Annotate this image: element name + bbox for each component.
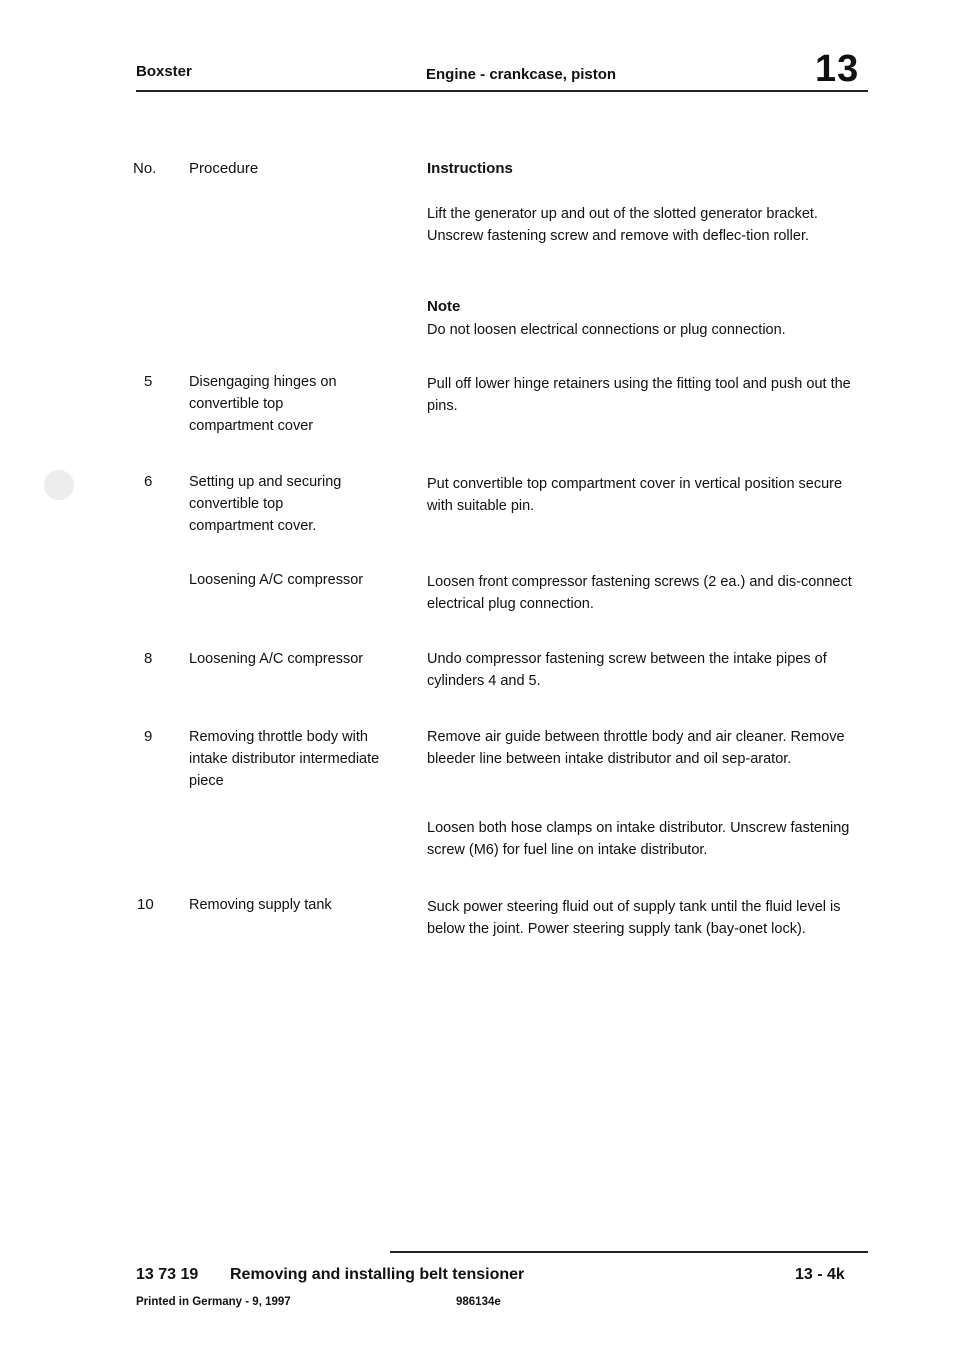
footer-divider: [390, 1251, 868, 1253]
step-procedure: Setting up and securing convertible top compartment cover.: [189, 474, 342, 534]
step-instructions: Remove air guide between throttle body and air cleaner. Remove bleeder line between intake distributor and oil sep-arator.: [427, 729, 845, 767]
step-instructions: Suck power steering fluid out of supply tank until the fluid level is below the joint. Power steering supply tank (bay-onet lock).: [427, 899, 841, 937]
step-number: 10: [137, 896, 154, 913]
column-header-procedure: Procedure: [189, 160, 259, 177]
step-instructions: Loosen front compressor fastening screws (2 ea.) and dis-connect electrical plug connection.: [427, 574, 852, 612]
header-divider: [136, 90, 868, 92]
step-procedure: Disengaging hinges on convertible top compartment cover: [189, 374, 337, 434]
note-text: Do not loosen electrical connections or plug connection.: [427, 322, 786, 338]
header-section-title: Engine - crankcase, piston: [426, 66, 617, 83]
note-title: Note: [427, 298, 461, 315]
column-header-no: No.: [133, 160, 157, 177]
step-procedure: Loosening A/C compressor: [189, 572, 364, 588]
punch-hole-mark: [44, 470, 74, 500]
intro-instructions: Lift the generator up and out of the slotted generator bracket. Unscrew fastening screw and remove with deflec-tion roller.: [427, 206, 818, 244]
step-number: 5: [144, 373, 153, 390]
step-procedure: Loosening A/C compressor: [189, 651, 364, 667]
header-manual-name: Boxster: [136, 63, 192, 80]
step-procedure: Removing throttle body with intake distributor intermediate piece: [189, 729, 380, 789]
footer-document-number: 986134e: [456, 1296, 501, 1308]
step-instructions: Put convertible top compartment cover in vertical position secure with suitable pin.: [427, 476, 843, 514]
step-procedure: Removing supply tank: [189, 897, 332, 913]
step-instructions: Undo compressor fastening screw between the intake pipes of cylinders 4 and 5.: [427, 651, 827, 689]
step-number: 6: [144, 473, 153, 490]
step-instructions: Pull off lower hinge retainers using the fitting tool and push out the pins.: [427, 376, 851, 414]
footer-procedure-code: 13 73 19: [136, 1266, 199, 1283]
step-number: 8: [144, 650, 153, 667]
step-number: 9: [144, 728, 153, 745]
step-instructions-continued: Loosen both hose clamps on intake distributor. Unscrew fastening screw (M6) for fuel line on intake distributor.: [427, 820, 850, 858]
header-chapter-number: 13: [815, 48, 860, 90]
footer-page-number: 13 - 4k: [795, 1266, 845, 1283]
footer-procedure-title: Removing and installing belt tensioner: [230, 1266, 525, 1283]
column-header-instructions: Instructions: [427, 160, 513, 177]
footer-print-info: Printed in Germany - 9, 1997: [136, 1296, 291, 1308]
